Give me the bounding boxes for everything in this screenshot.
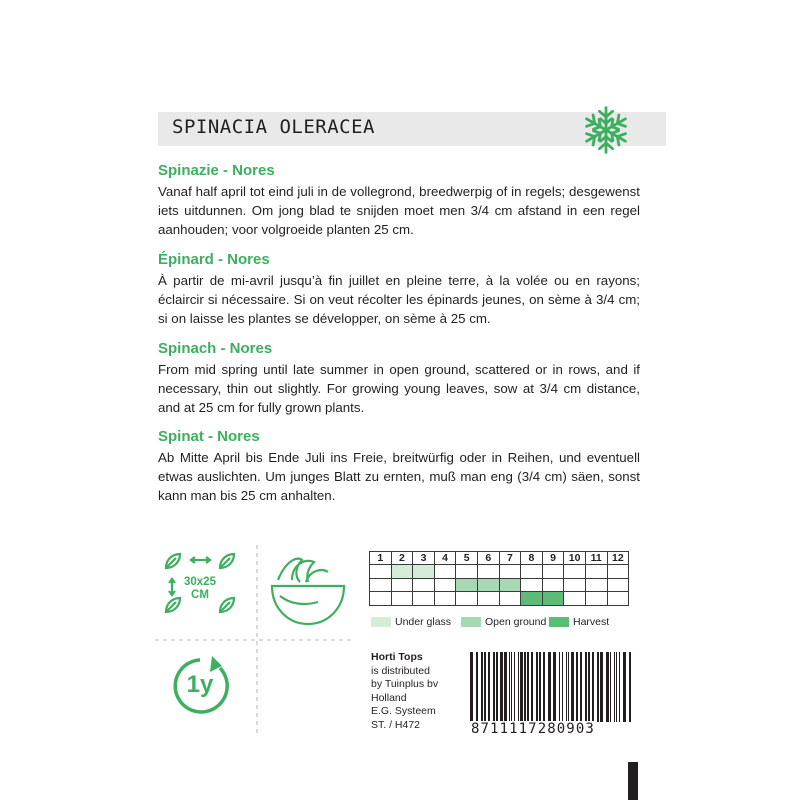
spacing-icon	[158, 548, 246, 630]
month-header: 2	[391, 552, 413, 565]
snowflake-icon	[578, 102, 634, 158]
section-title: Spinat - Nores	[158, 428, 260, 445]
distributor-brand: Horti Tops	[371, 651, 423, 663]
calendar-cell	[521, 592, 543, 605]
legend-label: Harvest	[573, 616, 610, 628]
calendar-cell	[391, 592, 413, 605]
calendar-cell	[564, 578, 586, 591]
month-header: 8	[521, 552, 543, 565]
calendar-cell	[391, 565, 413, 578]
calendar-cell	[456, 592, 478, 605]
calendar-cell	[434, 592, 456, 605]
section-german	[158, 428, 640, 505]
calendar-cell	[542, 565, 564, 578]
distributor-line: is distributed	[371, 664, 430, 677]
calendar-cell	[521, 578, 543, 591]
edge-mark	[628, 762, 638, 800]
calendar-cell	[413, 578, 435, 591]
month-header: 12	[607, 552, 629, 565]
legend-label: Open ground	[485, 616, 547, 628]
calendar-cell	[585, 565, 607, 578]
calendar-cell	[370, 578, 392, 591]
month-header: 3	[413, 552, 435, 565]
month-header: 9	[542, 552, 564, 565]
under-glass-swatch	[371, 617, 391, 627]
legend-harvest	[549, 616, 609, 628]
calendar-cell	[542, 592, 564, 605]
legend-label: Under glass	[395, 616, 452, 628]
calendar-cell	[477, 565, 499, 578]
harvest-swatch	[549, 617, 569, 627]
month-header: 1	[370, 552, 392, 565]
section-text: Ab Mitte April bis Ende Juli ins Freie, breitwürfig oder in Reihen, und eventuell etwas auslichten. Um junges Blatt zu ernten, muß man eng (3/4 cm) säen, sonst kann man bis 25 cm anhalten.	[158, 450, 640, 503]
distributor-line: E.G. Systeem	[371, 705, 436, 717]
calendar-cell	[370, 592, 392, 605]
calendar-cell	[499, 578, 521, 591]
section-title: Spinazie - Nores	[158, 162, 275, 179]
legend-under-glass	[371, 616, 451, 628]
distributor-line: by Tuinplus bv	[371, 678, 439, 690]
section-title: Épinard - Nores	[158, 251, 270, 268]
calendar-cell	[456, 565, 478, 578]
distributor-line: Holland	[371, 691, 407, 704]
sowing-calendar	[369, 551, 629, 606]
calendar-cell	[607, 592, 629, 605]
distributor-info	[371, 651, 438, 732]
calendar-cell	[477, 592, 499, 605]
month-header: 6	[477, 552, 499, 565]
month-header: 4	[434, 552, 456, 565]
calendar-cell	[542, 578, 564, 591]
calendar-cell	[607, 565, 629, 578]
section-french	[158, 251, 640, 328]
section-dutch	[158, 162, 640, 239]
calendar-cell	[434, 578, 456, 591]
lifecycle-label: 1y	[186, 671, 214, 698]
calendar-cell	[456, 578, 478, 591]
calendar-cell	[585, 578, 607, 591]
month-header: 5	[456, 552, 478, 565]
spacing-value: 30x25	[184, 576, 216, 588]
calendar-cell	[499, 565, 521, 578]
month-header: 11	[585, 552, 607, 565]
barcode-number: 8711117280903	[471, 721, 595, 737]
section-text: Vanaf half april tot eind juli in de vollegrond, breedwerpig of in regels; desgewenst iets uitdunnen. Om jong blad te snijden moet men 3/4 cm afstand in een regel aanhouden; voor volgroeide planten 25 cm.	[158, 184, 640, 237]
spacing-unit: CM	[191, 589, 209, 601]
distributor-line: ST. / H472	[371, 718, 421, 731]
species-title: SPINACIA OLERACEA	[172, 116, 375, 138]
calendar-cell	[521, 565, 543, 578]
calendar-cell	[607, 578, 629, 591]
calendar-cell	[413, 592, 435, 605]
month-header: 7	[499, 552, 521, 565]
calendar-cell	[477, 578, 499, 591]
calendar-cell	[370, 565, 392, 578]
calendar-cell	[434, 565, 456, 578]
section-english	[158, 340, 640, 417]
calendar-cell	[585, 592, 607, 605]
section-text: À partir de mi-avril jusqu’à fin juillet en pleine terre, à la volée ou en rayons; éclaircir si nécessaire. Si on veut récolter les épinards jeunes, on sème à 3/4 cm; si on laisse les plantes se développer, on sème à 25 cm.	[158, 273, 640, 326]
section-text: From mid spring until late summer in open ground, scattered or in rows, and if necessary, thin out slightly. For growing young leaves, sow at 3/4 cm distance, and at 25 cm for fully grown plants.	[158, 362, 640, 415]
calendar-cell	[564, 592, 586, 605]
month-header: 10	[564, 552, 586, 565]
calendar-cell	[391, 578, 413, 591]
harvest-bowl-icon	[266, 550, 350, 630]
calendar-cell	[564, 565, 586, 578]
lifecycle-icon	[168, 654, 232, 718]
calendar-cell	[499, 592, 521, 605]
legend-open-ground	[461, 616, 546, 628]
section-title: Spinach - Nores	[158, 340, 273, 357]
calendar-cell	[413, 565, 435, 578]
open-ground-swatch	[461, 617, 481, 627]
